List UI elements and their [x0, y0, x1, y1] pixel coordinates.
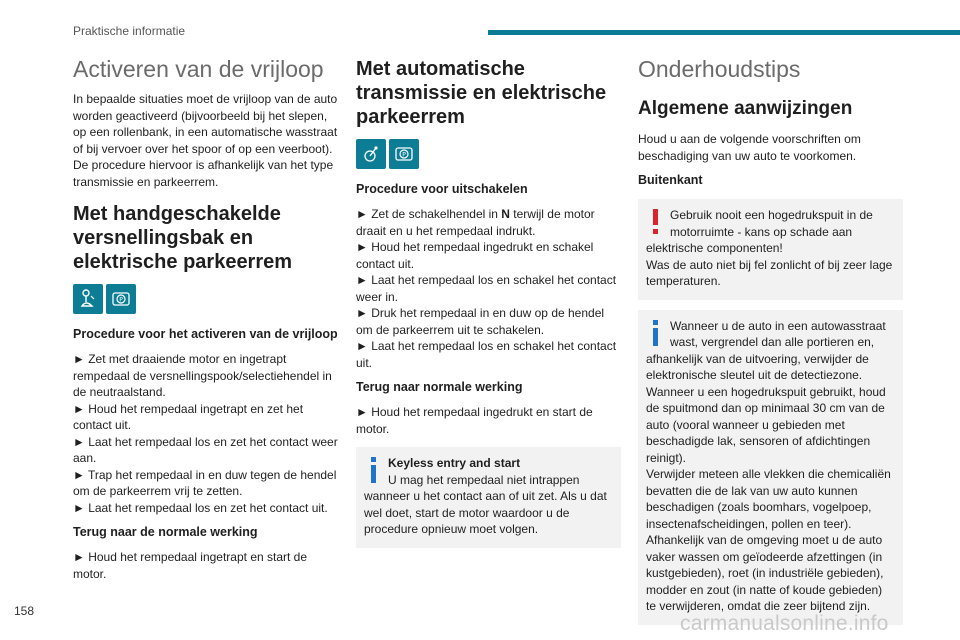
procedure-step: ► Laat het rempedaal los en zet het contact weer aan. [73, 434, 338, 465]
gear-lever-icon [73, 284, 103, 314]
procedure-steps [73, 351, 338, 516]
automatic-lever-icon [356, 139, 386, 169]
procedure-step [356, 206, 621, 239]
note-text: U mag het rempedaal niet intrappen wanneer u het contact aan of uit zet. Als u dat wel doet, start de motor waardoor u de procedure opnieuw moet volgen. [364, 472, 607, 536]
info-icon [650, 320, 662, 346]
info-text: Afhankelijk van de omgeving moet u de auto vaker wassen om geïodeerde afzettingen (in kustgebieden), roet (in industriële gebieden), modder en zout (in natte of koude gebieden) te verwijderen, omdat die zeer bijtend zijn. [646, 533, 884, 613]
intro-paragraph: In bepaalde situaties moet de vrijloop van de auto worden geactiveerd (bijvoorbeeld bij het slepen, op een rollenbank, in een automatische wasstraat of bij vervoer over het spoor of op een veerboot). [73, 92, 338, 156]
svg-text:P: P [119, 296, 123, 304]
watermark: carmanualsonline.info [680, 612, 889, 635]
procedure-step: ► Houd het rempedaal ingedrukt en schakel contact uit. [356, 240, 594, 271]
step-text: terwijl de motor draait en u het rempedaal indrukt. [356, 207, 595, 238]
procedure-title: Procedure voor het activeren van de vrijloop [73, 327, 338, 341]
warning-text: Was de auto niet bij fel zonlicht of bij zeer lage temperaturen. [646, 257, 893, 288]
warning-text: Gebruik nooit een hogedrukspuit in de motorruimte - kans op schade aan elektrische componenten! [646, 208, 873, 255]
info-text: Wanneer u een hogedrukspuit gebruikt, houd de spuitmond dan op minimaal 30 cm van de auto (vooral wanneer u gebieden met beschadigde lak, sensoren of afdichtingen reinigt). [646, 384, 886, 465]
page-number: 158 [14, 604, 35, 618]
procedure-title: Procedure voor uitschakelen [356, 182, 528, 196]
return-title: Terug naar de normale werking [73, 525, 258, 539]
icon-row [356, 139, 621, 169]
procedure-step: ► Laat het rempedaal los en zet het contact uit. [73, 500, 328, 515]
svg-text:P: P [402, 151, 406, 159]
parking-brake-icon [389, 139, 419, 169]
heading-manual-gearbox: Met handgeschakelde versnellingsbak en elektrische parkeerrem [73, 203, 293, 273]
procedure-step: ► Zet met draaiende motor en ingetrapt rempedaal de versnellingspook/selectiehendel in de neutraalstand. [73, 352, 332, 399]
procedure-step: ► Trap het rempedaal in en duw tegen de hendel om de parkeerrem vrij te zetten. [73, 467, 337, 498]
info-text: Verwijder meteen alle vlekken die chemicaliën bevatten die de lak van uw auto kunnen beschadigen (zoals boomhars, vogelpoep, insectenafscheidingen, pollen en teer). [646, 467, 891, 531]
section-header: Praktische informatie [73, 24, 186, 38]
return-step: ► Houd het rempedaal ingetrapt en start de motor. [73, 550, 308, 581]
procedure-step: ► Druk het rempedaal in en duw op de hendel om de parkeerrem uit te schakelen. [356, 306, 605, 337]
note-title: Keyless entry and start [388, 456, 521, 470]
return-title: Terug naar normale werking [356, 380, 523, 394]
procedure-steps [356, 206, 621, 371]
section-title-freewheel: Activeren van de vrijloop [73, 56, 324, 82]
heading-general: Algemene aanwijzingen [638, 98, 853, 119]
gear-position-n: N [501, 207, 510, 221]
column-automatic [356, 55, 621, 556]
header-accent-bar [488, 30, 960, 35]
procedure-step: ► Houd het rempedaal ingetrapt en zet het contact uit. [73, 401, 304, 432]
section-title-maintenance: Onderhoudstips [638, 56, 801, 82]
info-text: Wanneer u de auto in een autowasstraat wast, vergrendel dan alle portieren en, afhankelijk van de uitvoering, verwijder de elektronische sleutel uit de detectiezone. [646, 318, 886, 382]
intro-paragraph: Houd u aan de volgende voorschriften om beschadiging van uw auto te voorkomen. [638, 132, 861, 163]
intro-paragraph-2: De procedure hiervoor is afhankelijk van het type transmissie en parkeerrem. [73, 158, 334, 189]
icon-row [73, 284, 338, 314]
info-icon [368, 457, 380, 483]
column-maintenance [638, 55, 903, 633]
procedure-step: ► Laat het rempedaal los en schakel het contact uit. [356, 339, 617, 370]
column-freewheel [73, 55, 338, 582]
procedure-step: ► Laat het rempedaal los en schakel het contact weer in. [356, 273, 617, 304]
info-note-keyless [356, 447, 621, 548]
subheading-exterior: Buitenkant [638, 173, 703, 187]
parking-brake-icon [106, 284, 136, 314]
return-step: ► Houd het rempedaal ingedrukt en start de motor. [356, 405, 593, 436]
info-note-washing [638, 310, 903, 625]
heading-automatic-transmission: Met automatische transmissie en elektrische parkeerrem [356, 58, 607, 128]
step-text: ► Zet de schakelhendel in [356, 207, 502, 221]
warning-icon [650, 209, 662, 235]
warning-note [638, 199, 903, 300]
